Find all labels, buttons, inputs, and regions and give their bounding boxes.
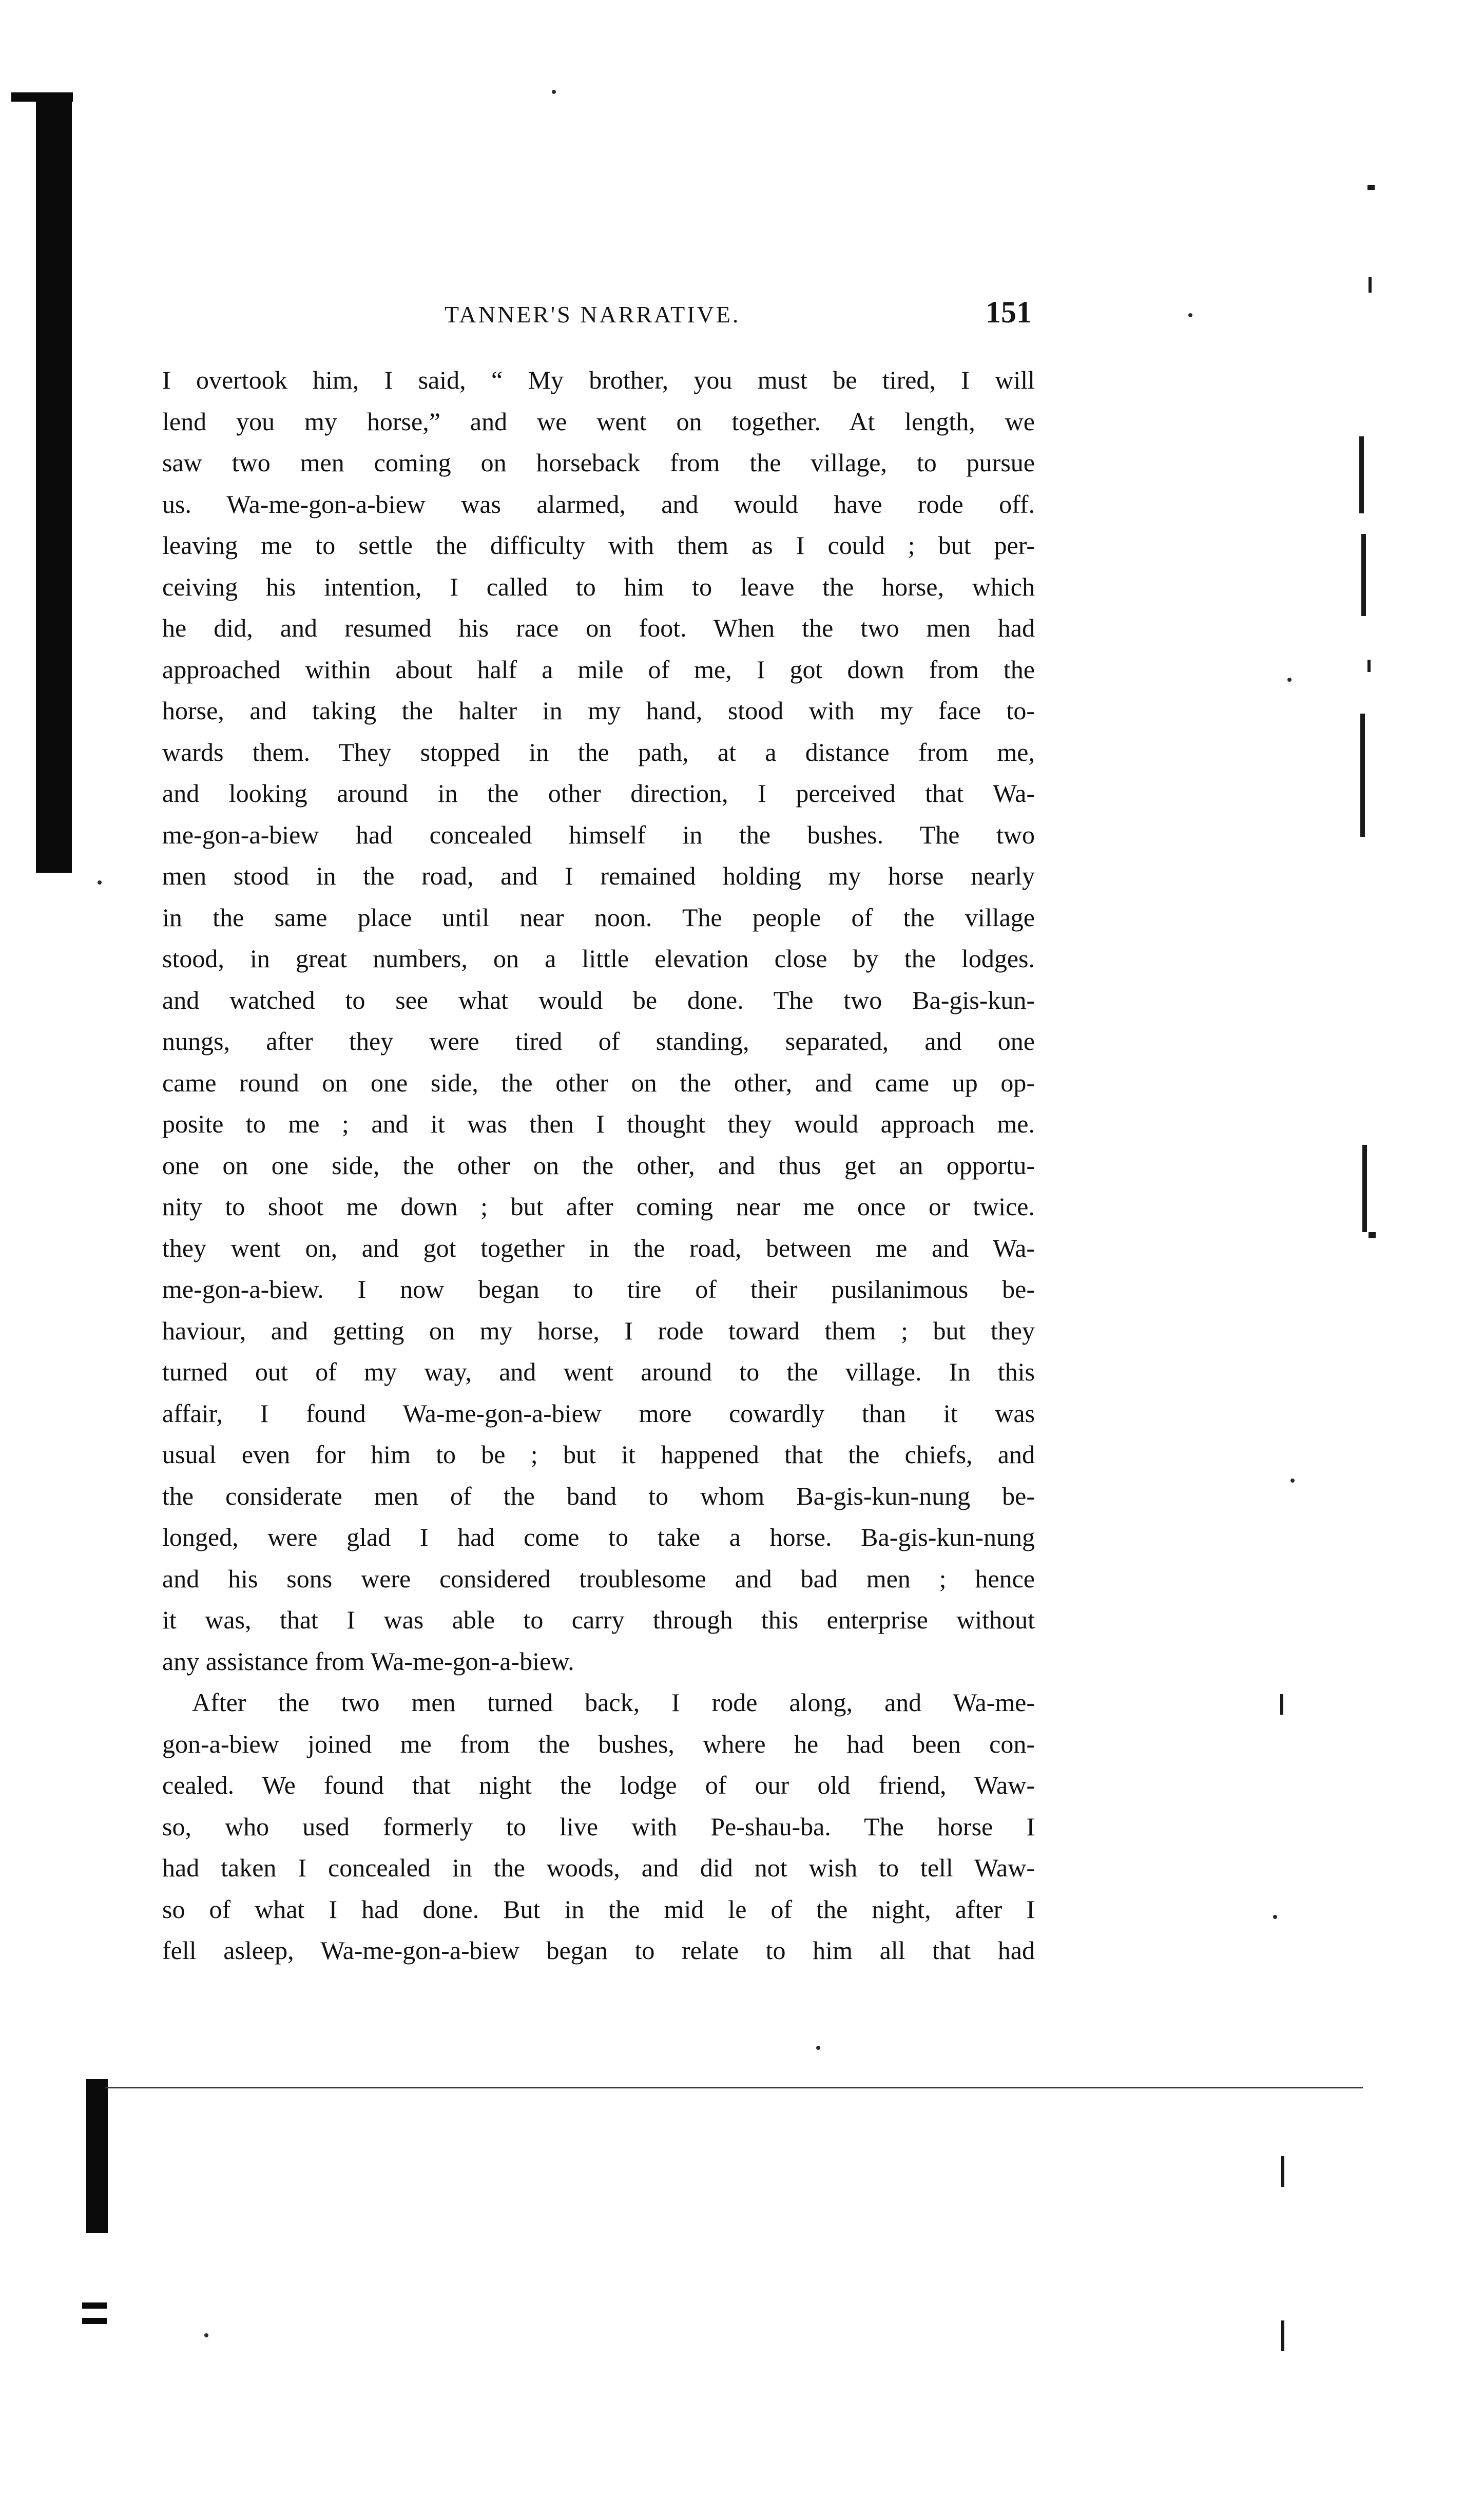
text-line: he did, and resumed his race on foot. When the two men had bbox=[162, 613, 1035, 642]
text-line: and watched to see what would be done. The two Ba-gis-kun- bbox=[162, 985, 1035, 1014]
text-line: men stood in the road, and I remained holding my horse nearly bbox=[162, 861, 1035, 890]
text-line: gon-a-biew joined me from the bushes, where he had been con- bbox=[162, 1729, 1035, 1758]
text-line: longed, were glad I had come to take a horse. Ba-gis-kun-nung bbox=[162, 1523, 1035, 1551]
text-line: any assistance from Wa-me-gon-a-biew. bbox=[162, 1646, 574, 1676]
text-line: cealed. We found that night the lodge of our old friend, Waw- bbox=[162, 1771, 1035, 1799]
scan-edge-mark bbox=[1367, 660, 1371, 672]
text-line: lend you my horse,” and we went on together. At length, we bbox=[162, 407, 1035, 436]
scan-speck bbox=[1287, 678, 1292, 682]
text-line: horse, and taking the halter in my hand, stood with my face to- bbox=[162, 696, 1035, 725]
scan-speck bbox=[1290, 1479, 1295, 1483]
scan-edge-mark bbox=[1281, 2320, 1284, 2351]
text-line: usual even for him to be ; but it happened that the chiefs, and bbox=[162, 1440, 1035, 1469]
scan-edge-bar bbox=[36, 92, 72, 873]
text-line: fell asleep, Wa-me-gon-a-biew began to relate to him all that had bbox=[162, 1936, 1035, 1965]
scan-edge-mark bbox=[1369, 1232, 1376, 1238]
text-line: me-gon-a-biew. I now began to tire of their pusilanimous be- bbox=[162, 1275, 1035, 1303]
page-number: 151 bbox=[986, 295, 1032, 329]
scan-edge-mark bbox=[82, 2318, 107, 2324]
text-line: wards them. They stopped in the path, at a distance from me, bbox=[162, 737, 1035, 766]
scan-speck bbox=[1188, 313, 1192, 317]
scan-edge-mark bbox=[1362, 1145, 1367, 1232]
scan-speck bbox=[204, 2333, 208, 2337]
text-line: I overtook him, I said, “ My brother, you must be tired, I will bbox=[162, 366, 1035, 394]
text-line: stood, in great numbers, on a little elevation close by the lodges. bbox=[162, 944, 1035, 973]
running-title: TANNER'S NARRATIVE. bbox=[445, 301, 741, 328]
scan-edge-mark bbox=[1281, 2156, 1284, 2187]
text-line: haviour, and getting on my horse, I rode toward them ; but they bbox=[162, 1316, 1035, 1345]
text-line: After the two men turned back, I rode along, and Wa-me- bbox=[192, 1688, 1035, 1717]
scan-speck bbox=[816, 2046, 820, 2050]
scan-edge-mark bbox=[1280, 1694, 1283, 1715]
scan-bottom-rule bbox=[105, 2087, 1363, 2088]
text-line: so of what I had done. But in the mid le of the night, after I bbox=[162, 1894, 1035, 1924]
text-line: us. Wa-me-gon-a-biew was alarmed, and would have rode off. bbox=[162, 489, 1035, 519]
text-line: so, who used formerly to live with Pe-shau-ba. The horse I bbox=[162, 1812, 1035, 1841]
running-head bbox=[159, 295, 1037, 334]
text-line: approached within about half a mile of me, I got down from the bbox=[162, 655, 1035, 684]
scan-edge-mark bbox=[1361, 534, 1366, 616]
text-line: they went on, and got together in the road, between me and Wa- bbox=[162, 1233, 1035, 1262]
text-line: leaving me to settle the difficulty with them as I could ; but per- bbox=[162, 531, 1035, 560]
text-line: had taken I concealed in the woods, and did not wish to tell Waw- bbox=[162, 1853, 1035, 1882]
scan-speck bbox=[1273, 1915, 1277, 1919]
body-text bbox=[162, 359, 1035, 1971]
scan-edge-mark bbox=[1359, 436, 1364, 513]
text-line: saw two men coming on horseback from the village, to pursue bbox=[162, 448, 1035, 477]
scan-edge-mark bbox=[1369, 277, 1372, 293]
scan-edge-mark bbox=[1367, 185, 1375, 190]
scan-edge-mark bbox=[82, 2302, 107, 2309]
text-line: nungs, after they were tired of standing, separated, and one bbox=[162, 1027, 1035, 1055]
text-line: and looking around in the other direction, I perceived that Wa- bbox=[162, 779, 1035, 808]
text-line: came round on one side, the other on the other, and came up op- bbox=[162, 1068, 1035, 1097]
text-line: turned out of my way, and went around to the village. In this bbox=[162, 1357, 1035, 1386]
text-line: and his sons were considered troublesome and bad men ; hence bbox=[162, 1564, 1035, 1593]
scan-speck bbox=[98, 880, 102, 885]
text-line: one on one side, the other on the other, and thus get an opportu- bbox=[162, 1150, 1035, 1180]
text-line: posite to me ; and it was then I thought they would approach me. bbox=[162, 1109, 1035, 1138]
scan-speck bbox=[552, 90, 556, 94]
text-line: the considerate men of the band to whom Ba-gis-kun-nung be- bbox=[162, 1481, 1035, 1510]
text-line: ceiving his intention, I called to him to leave the horse, which bbox=[162, 572, 1035, 601]
text-line: affair, I found Wa-me-gon-a-biew more cowardly than it was bbox=[162, 1398, 1035, 1428]
text-line: me-gon-a-biew had concealed himself in the bushes. The two bbox=[162, 820, 1035, 849]
text-line: it was, that I was able to carry through this enterprise without bbox=[162, 1605, 1035, 1634]
scan-edge-mark bbox=[1360, 714, 1365, 837]
text-line: in the same place until near noon. The people of the village bbox=[162, 903, 1035, 932]
scan-edge-bar bbox=[86, 2079, 108, 2233]
text-line: nity to shoot me down ; but after coming near me once or twice. bbox=[162, 1192, 1035, 1221]
